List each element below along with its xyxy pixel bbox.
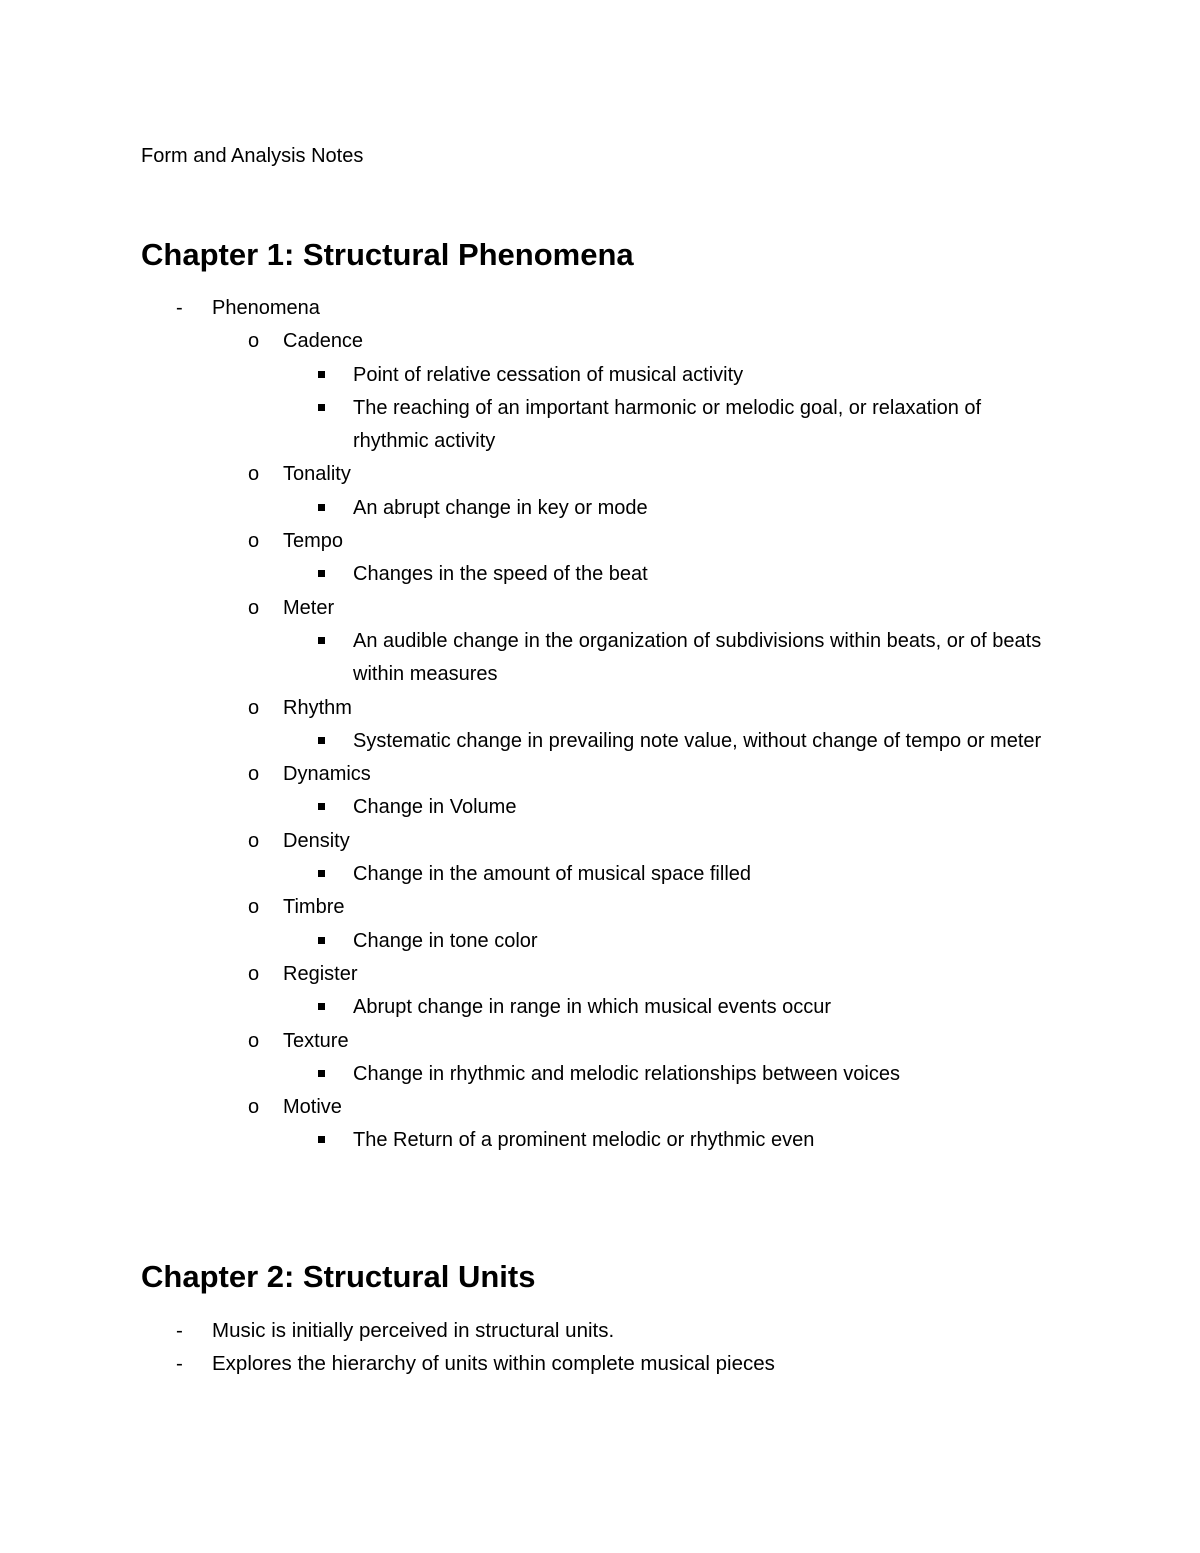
detail-item: [0, 725, 1200, 758]
detail-text: Change in Volume: [353, 796, 517, 819]
list-item: [0, 1347, 1200, 1380]
square-bullet: [318, 870, 325, 877]
list-item-text: Music is initially perceived in structural units.: [212, 1319, 615, 1342]
list-item-rhythm: [0, 692, 1200, 725]
circle-bullet: o: [248, 1029, 260, 1052]
list-item-label: Tempo: [283, 530, 344, 553]
square-bullet: [318, 570, 325, 577]
detail-text: Change in tone color: [353, 929, 538, 952]
chapter-2-heading: Chapter 2: Structural Units: [141, 1259, 536, 1294]
list-item-label: Motive: [283, 1096, 342, 1119]
list-item-phenomena: [0, 292, 1200, 325]
detail-text: The Return of a prominent melodic or rhythmic even: [353, 1129, 815, 1152]
list-item-label: Register: [283, 962, 358, 985]
circle-bullet: o: [248, 829, 260, 852]
detail-text: The reaching of an important harmonic or melodic goal, or relaxation of rhythmic activity: [353, 396, 982, 453]
list-item-cadence: [0, 325, 1200, 358]
circle-bullet: o: [248, 696, 260, 719]
detail-item: [0, 858, 1200, 891]
circle-bullet: o: [248, 330, 260, 353]
square-bullet: [318, 937, 325, 944]
list-item-motive: [0, 1091, 1200, 1124]
list-item-label: Timbre: [283, 896, 345, 919]
circle-bullet: o: [248, 1096, 260, 1119]
square-bullet: [318, 404, 325, 411]
detail-text: Point of relative cessation of musical activity: [353, 363, 744, 386]
detail-text: Abrupt change in range in which musical events occur: [353, 996, 832, 1019]
list-item-label: Tonality: [283, 463, 351, 486]
list-item-dynamics: [0, 758, 1200, 791]
list-item-register: [0, 958, 1200, 991]
square-bullet: [318, 1070, 325, 1077]
list-item-text: Phenomena: [212, 297, 320, 319]
list-item-label: Rhythm: [283, 696, 352, 719]
list-item-texture: [0, 1025, 1200, 1058]
list-item-meter: [0, 592, 1200, 625]
circle-bullet: o: [248, 530, 260, 553]
square-bullet: [318, 737, 325, 744]
chapter-2-outline: [0, 1314, 1200, 1381]
square-bullet: [318, 803, 325, 810]
list-item-label: Density: [283, 829, 350, 852]
circle-bullet: o: [248, 896, 260, 919]
detail-item: [0, 1124, 1200, 1157]
square-bullet: [318, 504, 325, 511]
detail-item: [0, 991, 1200, 1024]
detail-text: Changes in the speed of the beat: [353, 563, 648, 586]
detail-item: [0, 925, 1200, 958]
chapter-1-outline: [0, 292, 1200, 1158]
detail-text: Change in the amount of musical space filled: [353, 863, 752, 886]
detail-text: Systematic change in prevailing note value, without change of tempo or meter: [353, 729, 1042, 752]
list-item-timbre: [0, 891, 1200, 924]
chapter-1-heading: Chapter 1: Structural Phenomena: [141, 237, 634, 272]
circle-bullet: o: [248, 463, 260, 486]
detail-text: An audible change in the organization of subdivisions within beats, or of beats within measures: [353, 629, 1042, 686]
dash-bullet: -: [176, 1352, 183, 1376]
dash-bullet: -: [176, 1319, 183, 1342]
circle-bullet: o: [248, 596, 260, 619]
square-bullet: [318, 637, 325, 644]
detail-item: [0, 1058, 1200, 1091]
detail-item: [0, 625, 1200, 692]
dash-bullet: -: [176, 297, 183, 319]
phenomena-sublist: [0, 325, 1200, 1157]
detail-item: [0, 791, 1200, 824]
list-item-density: [0, 825, 1200, 858]
square-bullet: [318, 371, 325, 378]
detail-item: [0, 492, 1200, 525]
circle-bullet: o: [248, 962, 260, 985]
square-bullet: [318, 1136, 325, 1143]
list-item-tempo: [0, 525, 1200, 558]
detail-item: [0, 392, 1200, 459]
detail-item: [0, 359, 1200, 392]
list-item: [0, 1314, 1200, 1347]
list-item-text: Explores the hierarchy of units within complete musical pieces: [212, 1352, 775, 1376]
list-item-label: Cadence: [283, 330, 364, 353]
list-item-label: Dynamics: [283, 763, 371, 786]
circle-bullet: o: [248, 763, 260, 786]
detail-text: Change in rhythmic and melodic relationships between voices: [353, 1062, 900, 1085]
list-item-tonality: [0, 458, 1200, 491]
detail-text: An abrupt change in key or mode: [353, 496, 648, 519]
square-bullet: [318, 1003, 325, 1010]
document-title: Form and Analysis Notes: [141, 145, 364, 167]
list-item-label: Meter: [283, 596, 335, 619]
list-item-label: Texture: [283, 1029, 349, 1052]
detail-item: [0, 558, 1200, 591]
